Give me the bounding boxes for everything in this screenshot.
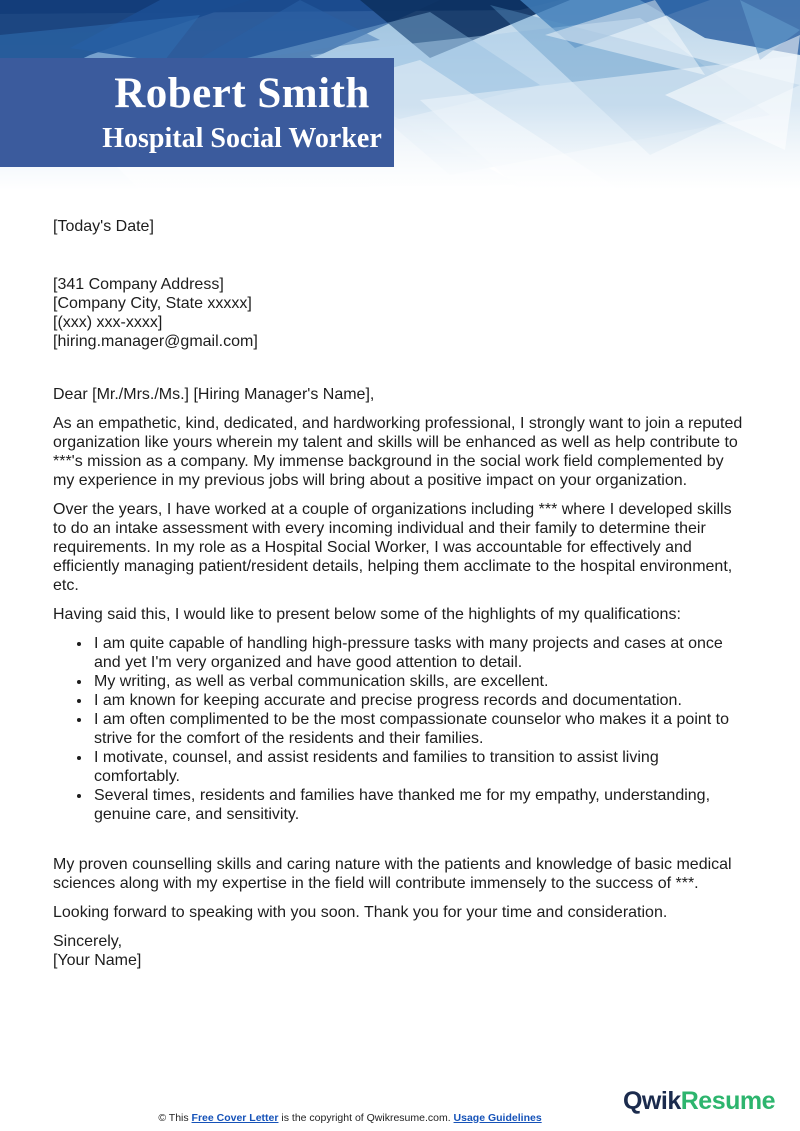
address-line: [341 Company Address] <box>53 276 224 293</box>
free-cover-letter-link[interactable]: Free Cover Letter <box>191 1111 279 1124</box>
header <box>0 0 800 190</box>
copyright-line <box>0 1112 700 1124</box>
bullet-item: • I am known for keeping accurate and precise progress records and documentation. <box>92 691 743 710</box>
address-line: [hiring.manager@gmail.com] <box>53 333 258 350</box>
paragraph-highlights-lead: Having said this, I would like to present below some of the highlights of my qualifications: <box>53 606 681 623</box>
bullet-item: • Several times, residents and families have thanked me for my empathy, understanding, genuine care, and sensitivity. <box>92 786 743 824</box>
paragraph-experience: Over the years, I have worked at a couple of organizations including *** where I developed skills to do an intake assessment with every incoming individual and their family to determine their requirements. In my role as a Hospital Social Worker, I was accountable for effectively and efficiently managing patient/resident details, helping them acclimate to the hospital environment, etc. <box>53 501 733 594</box>
bullet-item: • I am often complimented to be the most compassionate counselor who makes it a point to strive for the comfort of the residents and their families. <box>92 710 743 748</box>
address-line: [Company City, State xxxxx] <box>53 295 252 312</box>
address-block <box>53 275 743 351</box>
logo-resume-text: Resume <box>680 1087 775 1115</box>
qualifications-list <box>53 634 743 824</box>
bullet-item: • I am quite capable of handling high-pressure tasks with many projects and cases at once and yet I'm very organized and have good attention to detail. <box>92 634 743 672</box>
candidate-name: Robert Smith <box>114 70 370 117</box>
signature-name: [Your Name] <box>53 952 142 969</box>
date-line: [Today's Date] <box>53 218 154 235</box>
salutation: Dear [Mr./Mrs./Ms.] [Hiring Manager's Name], <box>53 386 375 403</box>
qwikresume-logo <box>623 1089 775 1114</box>
bullet-item: • My writing, as well as verbal communication skills, are excellent. <box>92 672 743 691</box>
signoff: Sincerely, <box>53 933 123 950</box>
letter-body <box>0 190 743 970</box>
paragraph-closing: My proven counselling skills and caring nature with the patients and knowledge of basic medical sciences along with my expertise in the field will contribute immensely to the success of ***. <box>53 856 732 892</box>
paragraph-intro: As an empathetic, kind, dedicated, and hardworking professional, I strongly want to join a reputed organization like yours wherein my talent and skills will be enhanced as well as help contribute to ***'s mission as a company. My immense background in the social work field complemented by my experience in my previous jobs will bring about a positive impact on your organization. <box>53 415 743 489</box>
job-title: Hospital Social Worker <box>102 123 382 154</box>
copyright-prefix: © This <box>158 1111 192 1124</box>
name-banner <box>0 58 394 167</box>
address-line: [(xxx) xxx-xxxx] <box>53 314 163 331</box>
usage-guidelines-link[interactable]: Usage Guidelines <box>453 1111 542 1124</box>
paragraph-thanks: Looking forward to speaking with you soon. Thank you for your time and consideration. <box>53 904 668 921</box>
bullet-item: • I motivate, counsel, and assist residents and families to transition to assist living comfortably. <box>92 748 743 786</box>
copyright-mid: is the copyright of Qwikresume.com. <box>278 1111 454 1124</box>
logo-qwik-text: Qwik <box>622 1087 681 1115</box>
